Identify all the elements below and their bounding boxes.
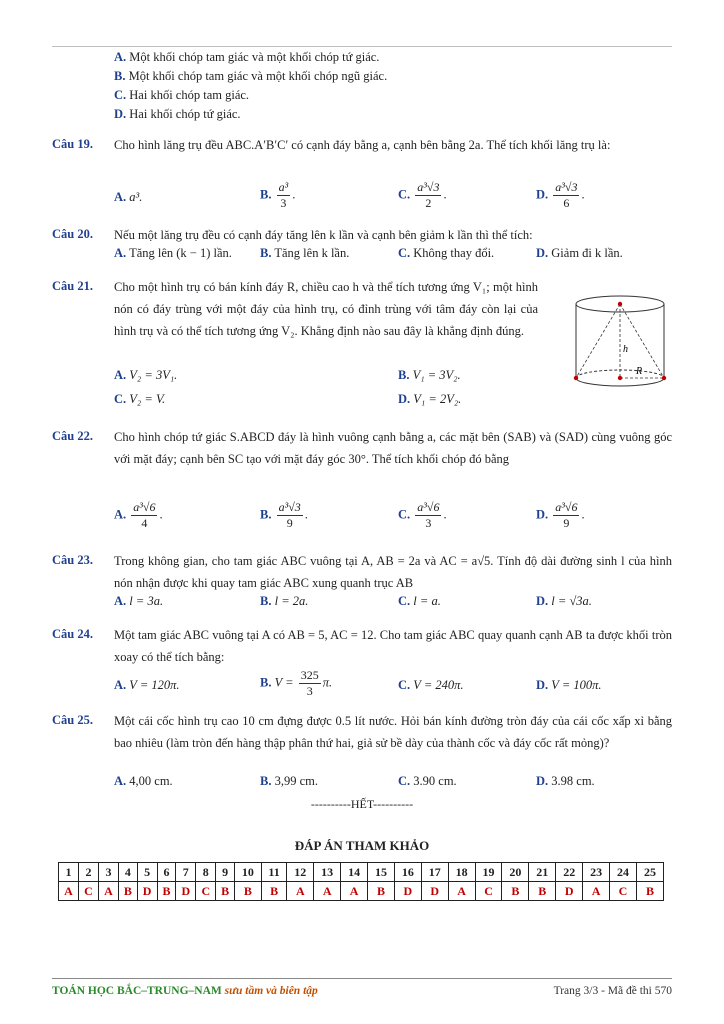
answer-key-cell: D (137, 882, 157, 901)
answer-key-cell: A (583, 882, 610, 901)
answer-key-cell: C (610, 882, 637, 901)
end-mark: ----------HẾT---------- (310, 797, 414, 811)
q25-options (114, 774, 672, 796)
answer-key-cell: B (502, 882, 529, 901)
answer-key-cell: C (475, 882, 502, 901)
q20-option-a: A. Tăng lên (k − 1) lần. (114, 246, 232, 260)
q25-option-a: A. 4,00 cm. (114, 774, 173, 788)
answer-number-cell: 18 (448, 863, 475, 882)
q19-option-a: A. a³. (114, 190, 143, 204)
answer-number-cell: 2 (79, 863, 99, 882)
cylinder-cone-figure (570, 292, 670, 388)
answer-number-cell: 8 (196, 863, 216, 882)
answer-number-cell: 17 (421, 863, 448, 882)
q20-options (114, 246, 672, 268)
q23-text: Trong không gian, cho tam giác ABC vuông tại A, AB = 2a và AC = a√5. Tính độ dài đường sinh l của hình nón nhận được khi quay tam giác ABC xung quanh trục AB (114, 554, 672, 590)
q18-option-d: D. Hai khối chóp tứ giác. (114, 107, 241, 121)
q19-option-b: B. $\frac{\text{a³}}{3}$ . (260, 180, 296, 210)
q22-options (114, 500, 672, 538)
q24-option-c: C. V = 240π. (398, 678, 464, 692)
answer-number-cell: 13 (314, 863, 341, 882)
answer-number-cell: 11 (261, 863, 287, 882)
apex-dot (618, 302, 622, 306)
answer-number-cell: 4 (119, 863, 138, 882)
q18-option-a: A. Một khối chóp tam giác và một khối chóp tứ giác. (114, 50, 380, 64)
top-rule (52, 46, 672, 47)
answer-key-table (58, 862, 664, 901)
label-r: R (636, 366, 643, 377)
q18-option-b: B. Một khối chóp tam giác và một khối chóp ngũ giác. (114, 69, 388, 83)
q23-options (114, 594, 672, 616)
answer-number-cell: 20 (502, 863, 529, 882)
answer-key-cell: B (636, 882, 663, 901)
footer-rule (52, 978, 672, 979)
q23-option-d: D. l = √3a. (536, 594, 592, 608)
center-dot (618, 376, 622, 380)
q20-label: Câu 20. (52, 227, 93, 241)
answer-number-cell: 5 (137, 863, 157, 882)
answer-key-cell: B (368, 882, 395, 901)
answer-number-cell: 7 (176, 863, 196, 882)
q22-text: Cho hình chóp tứ giác S.ABCD đáy là hình vuông cạnh bằng a, các mặt bên (SAB) và (SAD) cùng vuông góc với mặt đáy; cạnh bên SC tạo với mặt đáy góc 30°. Thể tích khối chóp đó bằng (114, 430, 672, 466)
answer-key-cell: D (176, 882, 196, 901)
answer-key-cell: B (216, 882, 235, 901)
answer-key-cell: A (448, 882, 475, 901)
cone-left-edge (576, 304, 620, 378)
q23-label: Câu 23. (52, 553, 93, 567)
answer-key-cell: D (556, 882, 583, 901)
answer-number-cell: 23 (583, 863, 610, 882)
q25-text: Một cái cốc hình trụ cao 10 cm đựng được 0.5 lít nước. Hỏi bán kính đường tròn đáy của cái cốc xấp xỉ bằng bao nhiêu (làm tròn đến hàng thập phân thứ hai, giả sử bề dày của thành cốc và đáy cốc rất mỏng)? (114, 714, 672, 750)
q24-options (114, 668, 672, 706)
answer-key-cell: C (79, 882, 99, 901)
q21-options-row2 (114, 392, 538, 414)
answer-number-cell: 1 (59, 863, 79, 882)
q25-option-d: D. 3.98 cm. (536, 774, 595, 788)
footer-page-info: Trang 3/3 - Mã đề thi 570 (553, 985, 672, 997)
answer-key-cell: D (421, 882, 448, 901)
answer-key-cell: D (394, 882, 421, 901)
q21-label: Câu 21. (52, 279, 93, 293)
q24-label: Câu 24. (52, 627, 93, 641)
q19-options (114, 180, 672, 216)
answer-number-cell: 10 (234, 863, 261, 882)
answer-number-cell: 15 (368, 863, 395, 882)
q21-option-b: B. V₁ = 3V₂. (398, 368, 461, 382)
q20-option-b: B. Tăng lên k lần. (260, 246, 350, 260)
q22-option-b: B. $\frac{\text{a³√3}}{9}$ . (260, 500, 308, 530)
answer-number-cell: 19 (475, 863, 502, 882)
q20-option-c: C. Không thay đổi. (398, 246, 495, 260)
answer-numbers-row (59, 863, 664, 882)
q24-option-d: D. V = 100π. (536, 678, 602, 692)
q22-option-d: D. $\frac{\text{a³√6}}{9}$ . (536, 500, 585, 530)
answer-key-cell: B (119, 882, 138, 901)
q22-option-c: C. $\frac{\text{a³√6}}{3}$ . (398, 500, 447, 530)
answer-key-cell: B (261, 882, 287, 901)
answer-number-cell: 24 (610, 863, 637, 882)
q23-option-b: B. l = 2a. (260, 594, 309, 608)
q24-option-b: B. V = $\frac{325}{3}$ π. (260, 668, 333, 698)
q24-text: Một tam giác ABC vuông tại A có AB = 5, AC = 12. Cho tam giác ABC quay quanh cạnh AB ta được khối tròn xoay có thể tích bằng: (114, 628, 672, 664)
answer-number-cell: 22 (556, 863, 583, 882)
q25-label: Câu 25. (52, 713, 93, 727)
answer-number-cell: 12 (287, 863, 314, 882)
q19-label: Câu 19. (52, 137, 93, 151)
answer-key-title: ĐÁP ÁN THAM KHẢO (294, 838, 430, 853)
answer-key-cell: A (341, 882, 368, 901)
answer-number-cell: 16 (394, 863, 421, 882)
answer-key-cell: B (157, 882, 176, 901)
q25-option-c: C. 3.90 cm. (398, 774, 457, 788)
answer-number-cell: 25 (636, 863, 663, 882)
q18-option-c: C. Hai khối chóp tam giác. (114, 88, 250, 102)
answer-number-cell: 9 (216, 863, 235, 882)
q19-option-d: D. $\frac{\text{a³√3}}{6}$ . (536, 180, 585, 210)
q23-option-c: C. l = a. (398, 594, 441, 608)
answer-number-cell: 21 (529, 863, 556, 882)
footer-brand: TOÁN HỌC BẮC–TRUNG–NAM sưu tầm và biên tập (52, 985, 318, 997)
q25-option-b: B. 3,99 cm. (260, 774, 318, 788)
q21-option-c: C. V₂ = V. (114, 392, 166, 406)
answer-key-cell: C (196, 882, 216, 901)
label-h: h (623, 344, 628, 355)
answer-key-cell: A (99, 882, 119, 901)
q20-option-d: D. Giảm đi k lần. (536, 246, 623, 260)
q24-option-a: A. V = 120π. (114, 678, 180, 692)
answer-number-cell: 14 (341, 863, 368, 882)
right-dot (662, 376, 666, 380)
answer-keys-row (59, 882, 664, 901)
q20-text: Nếu một lăng trụ đều có cạnh đáy tăng lên k lần và cạnh bên giảm k lần thì thể tích: (114, 228, 533, 242)
q19-option-c: C. $\frac{\text{a³√3}}{2}$ . (398, 180, 447, 210)
answer-number-cell: 3 (99, 863, 119, 882)
q23-option-a: A. l = 3a. (114, 594, 164, 608)
q19-text: Cho hình lăng trụ đều ABC.A′B′C′ có cạnh đáy bằng a, cạnh bên bằng 2a. Thể tích khối lăng trụ là: (114, 138, 611, 152)
q21-option-d: D. V₁ = 2V₂. (398, 392, 462, 406)
answer-number-cell: 6 (157, 863, 176, 882)
q21-text: Cho một hình trụ có bán kính đáy R, chiều cao h và thể tích tương ứng V₁; một hình nón có đáy trùng với một đáy của hình trụ, có đỉnh trùng với tâm đáy còn lại của hình trụ và có thể tích tương ứng V₂. Khẳng định nào sau đây là khẳng định đúng. (114, 280, 538, 338)
answer-key-cell: B (529, 882, 556, 901)
q22-option-a: A. $\frac{\text{a³√6}}{4}$ . (114, 500, 163, 530)
q22-label: Câu 22. (52, 429, 93, 443)
left-dot (574, 376, 578, 380)
answer-key-cell: B (234, 882, 261, 901)
answer-key-cell: A (59, 882, 79, 901)
answer-key-cell: A (287, 882, 314, 901)
answer-key-cell: A (314, 882, 341, 901)
q21-option-a: A. V₂ = 3V₁. (114, 368, 178, 382)
q21-options-row1 (114, 368, 538, 390)
